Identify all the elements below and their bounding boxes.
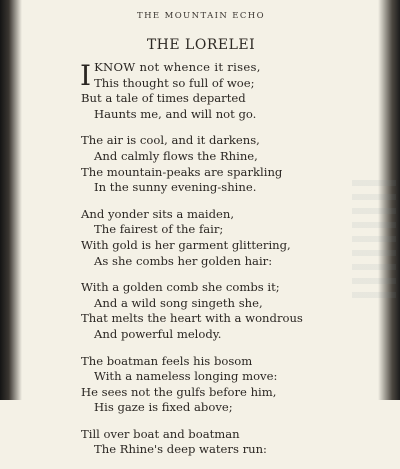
stanza: [81, 280, 303, 342]
poem-line: But a tale of times departed: [81, 91, 246, 106]
poem-line: With a nameless longing move:: [94, 369, 278, 384]
page-gutter-shadow-left: [0, 0, 22, 400]
poem-line: And calmly flows the Rhine,: [94, 148, 258, 163]
poem-line: The Rhine's deep waters run:: [94, 442, 267, 457]
first-line-text: KNOW not whence it rises,: [94, 60, 261, 74]
stanza: [81, 60, 303, 122]
book-page: [76, 0, 376, 457]
poem-body: [81, 60, 303, 469]
poem-line: And yonder sits a maiden,: [81, 206, 235, 221]
drop-cap: I: [80, 59, 92, 92]
poem-line: The boatman feels his bosom: [81, 353, 253, 368]
poem-line: The fairest of the fair;: [94, 222, 224, 237]
poem-title: THE LORELEI: [146, 37, 256, 53]
poem-line: His gaze is fixed above;: [94, 400, 233, 415]
poem-line: With gold is her garment glittering,: [81, 237, 291, 252]
poem-line: In the sunny evening-shine.: [94, 180, 257, 195]
running-head: THE MOUNTAIN ECHO: [137, 11, 265, 21]
stanza: [81, 427, 303, 458]
poem-line: And powerful melody.: [94, 326, 222, 341]
poem-line: Till over boat and boatman: [81, 426, 240, 441]
stanza: [81, 207, 303, 269]
poem-line: Haunts me, and will not go.: [94, 106, 257, 121]
poem-line: This thought so full of woe;: [94, 75, 255, 90]
stanza: [81, 354, 303, 416]
poem-line: And a wild song singeth she,: [94, 295, 263, 310]
stanza: [81, 133, 303, 195]
poem-line: He sees not the gulfs before him,: [81, 384, 277, 399]
poem-line: That melts the heart with a wondrous: [81, 311, 303, 326]
poem-line: [81, 60, 303, 76]
poem-line: The mountain-peaks are sparkling: [81, 164, 283, 179]
poem-line: With a golden comb she combs it;: [81, 280, 280, 295]
poem-line: As she combs her golden hair:: [94, 253, 273, 268]
poem-line: The air is cool, and it darkens,: [81, 133, 260, 148]
